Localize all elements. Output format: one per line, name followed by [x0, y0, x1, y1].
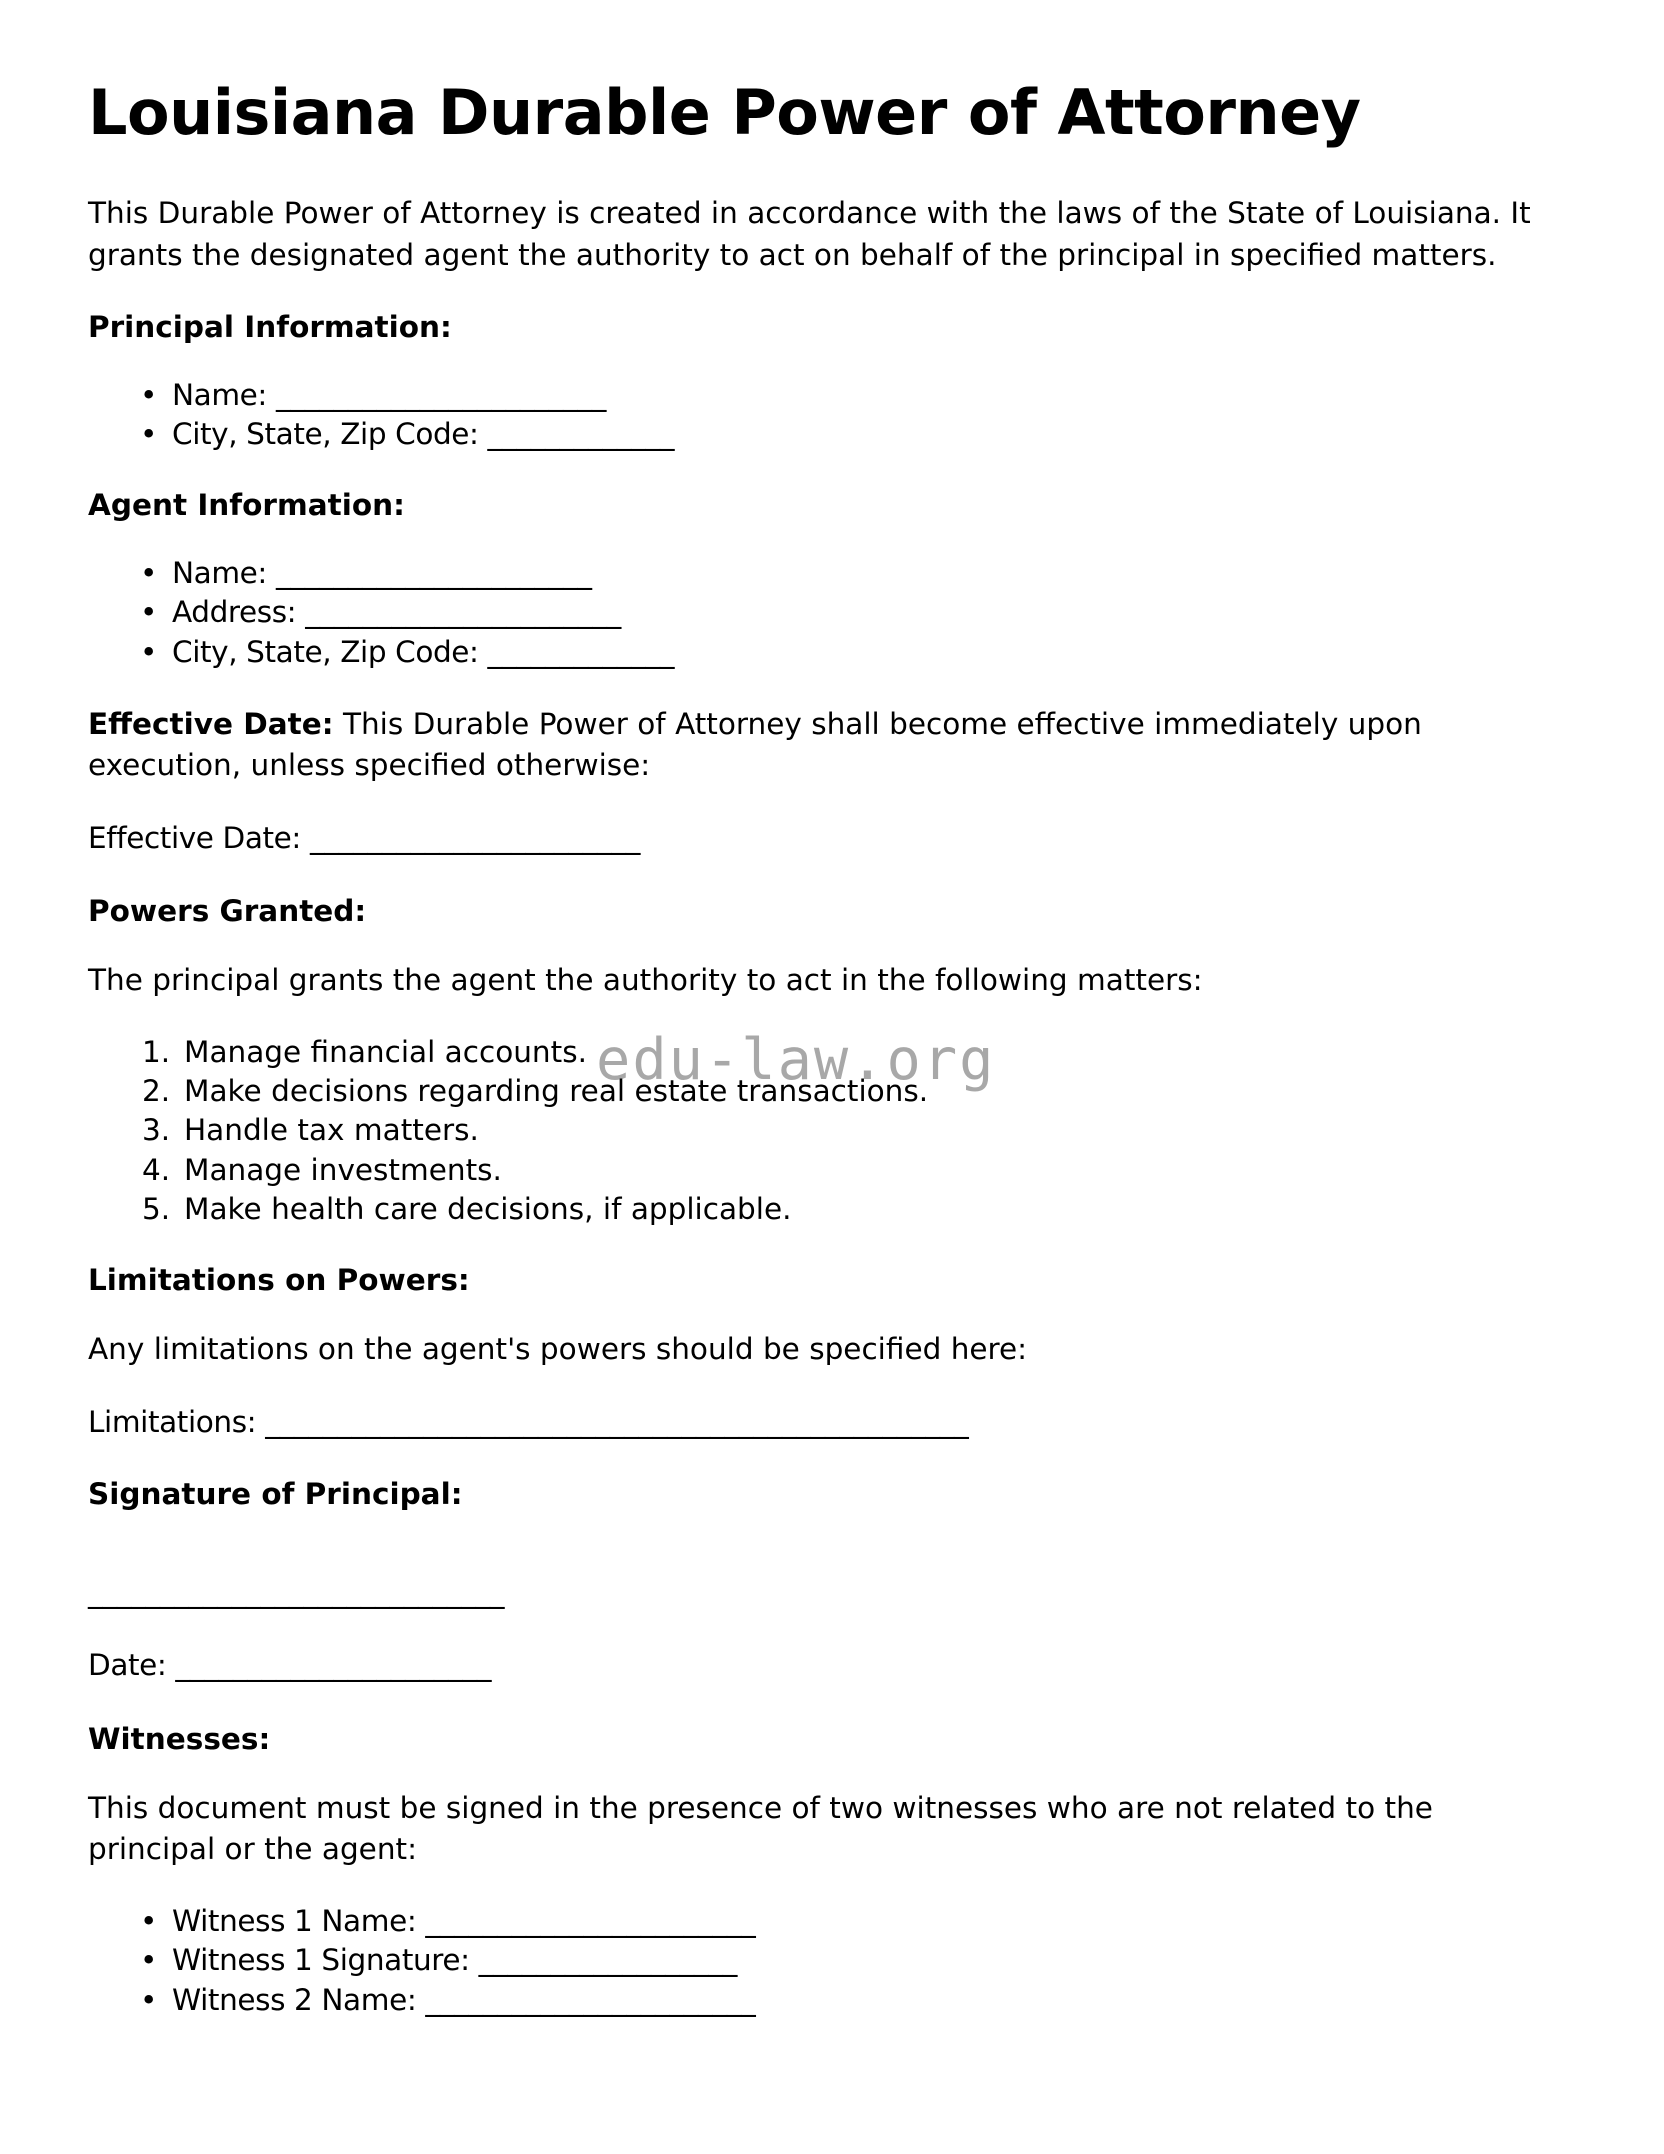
agent-address-field[interactable]: Address: ______________________	[172, 595, 621, 630]
principal-city-state-zip-field[interactable]: City, State, Zip Code: _____________	[172, 417, 675, 452]
powers-granted-intro: The principal grants the agent the authority to act in the following matters:	[88, 962, 1203, 997]
list-item: Make health care decisions, if applicable.	[184, 1191, 792, 1226]
list-item	[172, 593, 1558, 632]
intro-paragraph: This Durable Power of Attorney is created in accordance with the laws of the State of Louisiana. It grants the designated agent the authority to act on behalf of the principal in specified matters.	[88, 196, 1531, 272]
heading-signature-of-principal: Signature of Principal:	[88, 1477, 463, 1512]
principal-date-field[interactable]: Date: ______________________	[88, 1648, 492, 1683]
list-item: Make decisions regarding real estate transactions.	[184, 1074, 929, 1109]
witness1-name-field[interactable]: Witness 1 Name: _______________________	[172, 1904, 756, 1939]
list-item	[172, 1902, 1558, 1941]
agent-city-state-zip-field[interactable]: City, State, Zip Code: _____________	[172, 634, 675, 669]
witness1-signature-field[interactable]: Witness 1 Signature: __________________	[172, 1943, 737, 1978]
principal-name-field[interactable]: Name: _______________________	[172, 377, 606, 412]
page-title: Louisiana Durable Power of Attorney	[88, 76, 1361, 149]
watermark-text: edu-law.org	[596, 1027, 996, 1093]
witnesses-intro: This document must be signed in the presence of two witnesses who are not related to the principal or the agent:	[88, 1790, 1433, 1866]
list-item	[172, 415, 1558, 454]
list-item: Manage financial accounts.	[184, 1034, 587, 1069]
list-item	[172, 376, 1558, 415]
effective-date-label: Effective Date:	[88, 706, 334, 741]
heading-limitations-on-powers: Limitations on Powers:	[88, 1263, 470, 1297]
effective-date-statement: This Durable Power of Attorney shall become effective immediately upon execution, unless specified otherwise:	[88, 706, 1422, 783]
list-item	[172, 1981, 1558, 2020]
principal-signature-blank[interactable]: _____________________________	[88, 1575, 505, 1610]
heading-powers-granted: Powers Granted:	[88, 893, 367, 928]
effective-date-field[interactable]: Effective Date: _______________________	[88, 821, 641, 856]
agent-name-field[interactable]: Name: ______________________	[172, 556, 592, 591]
witnesses-list	[88, 1902, 1558, 2020]
limitations-field[interactable]: Limitations: _________________________________________________	[88, 1405, 969, 1440]
principal-information-list	[88, 376, 1558, 454]
list-item: Handle tax matters.	[184, 1113, 479, 1148]
limitations-intro: Any limitations on the agent's powers should be specified here:	[88, 1331, 1028, 1366]
agent-information-list	[88, 554, 1558, 672]
list-item	[172, 1941, 1558, 1980]
effective-date-paragraph	[88, 704, 1558, 787]
heading-principal-information: Principal Information:	[88, 310, 452, 345]
list-item	[172, 554, 1558, 593]
witness2-name-field[interactable]: Witness 2 Name: _______________________	[172, 1982, 756, 2017]
document-content	[88, 78, 1558, 2020]
list-item: Manage investments.	[184, 1152, 502, 1187]
list-item	[172, 633, 1558, 672]
powers-granted-list	[88, 1033, 1558, 1229]
heading-witnesses: Witnesses:	[88, 1721, 271, 1756]
heading-agent-information: Agent Information:	[88, 488, 405, 523]
